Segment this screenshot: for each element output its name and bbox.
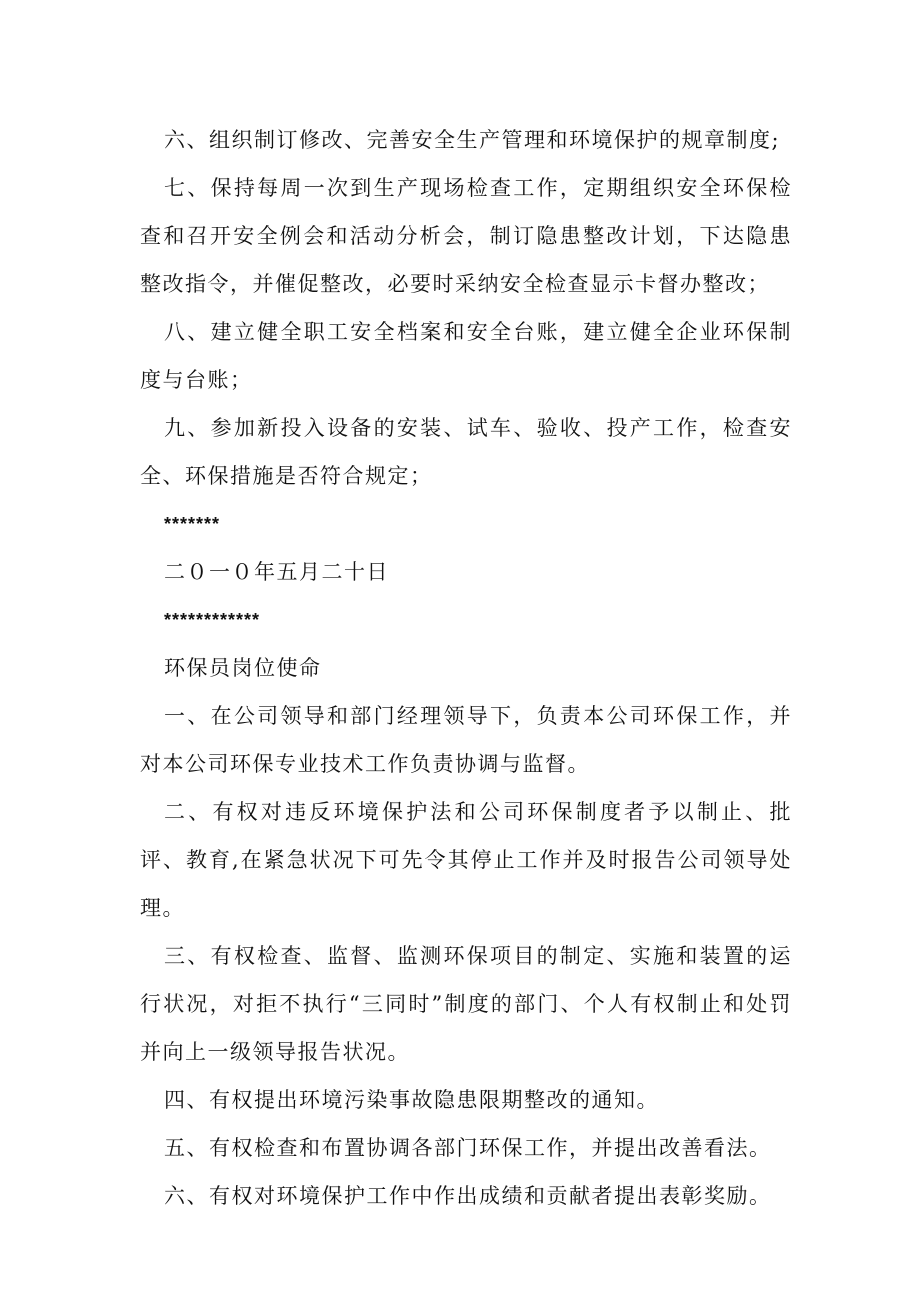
mission-item-2: 二、有权对违反环境保护法和公司环保制度者予以制止、批评、教育,在紧急状况下可先令其停止工作并及时报告公司领导处理。 [140,800,792,920]
mission-item-6: 六、有权对环境保护工作中作出成绩和贡献者提出表彰奖励。 [164,1184,772,1208]
mission-item-5: 五、有权检查和布置协调各部门环保工作，并提出改善看法。 [164,1136,772,1160]
mission-item-1: 一、在公司领导和部门经理领导下，负责本公司环保工作，并对本公司环保专业技术工作负责协调与监督。 [140,704,792,776]
paragraph-item-8-records: 八、建立健全职工安全档案和安全台账，建立健全企业环保制度与台账； [140,320,792,392]
document-date: 二０一０年五月二十日 [164,560,389,584]
mission-item-3: 三、有权检查、监督、监测环保项目的制定、实施和装置的运行状况，对拒不执行“三同时”制度的部门、个人有权制止和处罚并向上一级领导报告状况。 [140,944,792,1064]
section-title: 环保员岗位使命 [164,656,322,680]
redacted-heading: ************ [164,610,261,630]
paragraph-item-9-equipment: 九、参加新投入设备的安装、试车、验收、投产工作，检查安全、环保措施是否符合规定； [140,416,792,488]
document-body [140,116,792,1220]
paragraph-item-6-rules: 六、组织制订修改、完善安全生产管理和环境保护的规章制度; [164,128,781,152]
redacted-signature: ******* [164,514,221,534]
mission-item-4: 四、有权提出环境污染事故隐患限期整改的通知。 [164,1088,659,1112]
paragraph-item-7-inspection: 七、保持每周一次到生产现场检查工作，定期组织安全环保检查和召开安全例会和活动分析会，制订隐患整改计划，下达隐患整改指令，并催促整改，必要时采纳安全检查显示卡督办整改； [140,176,792,296]
